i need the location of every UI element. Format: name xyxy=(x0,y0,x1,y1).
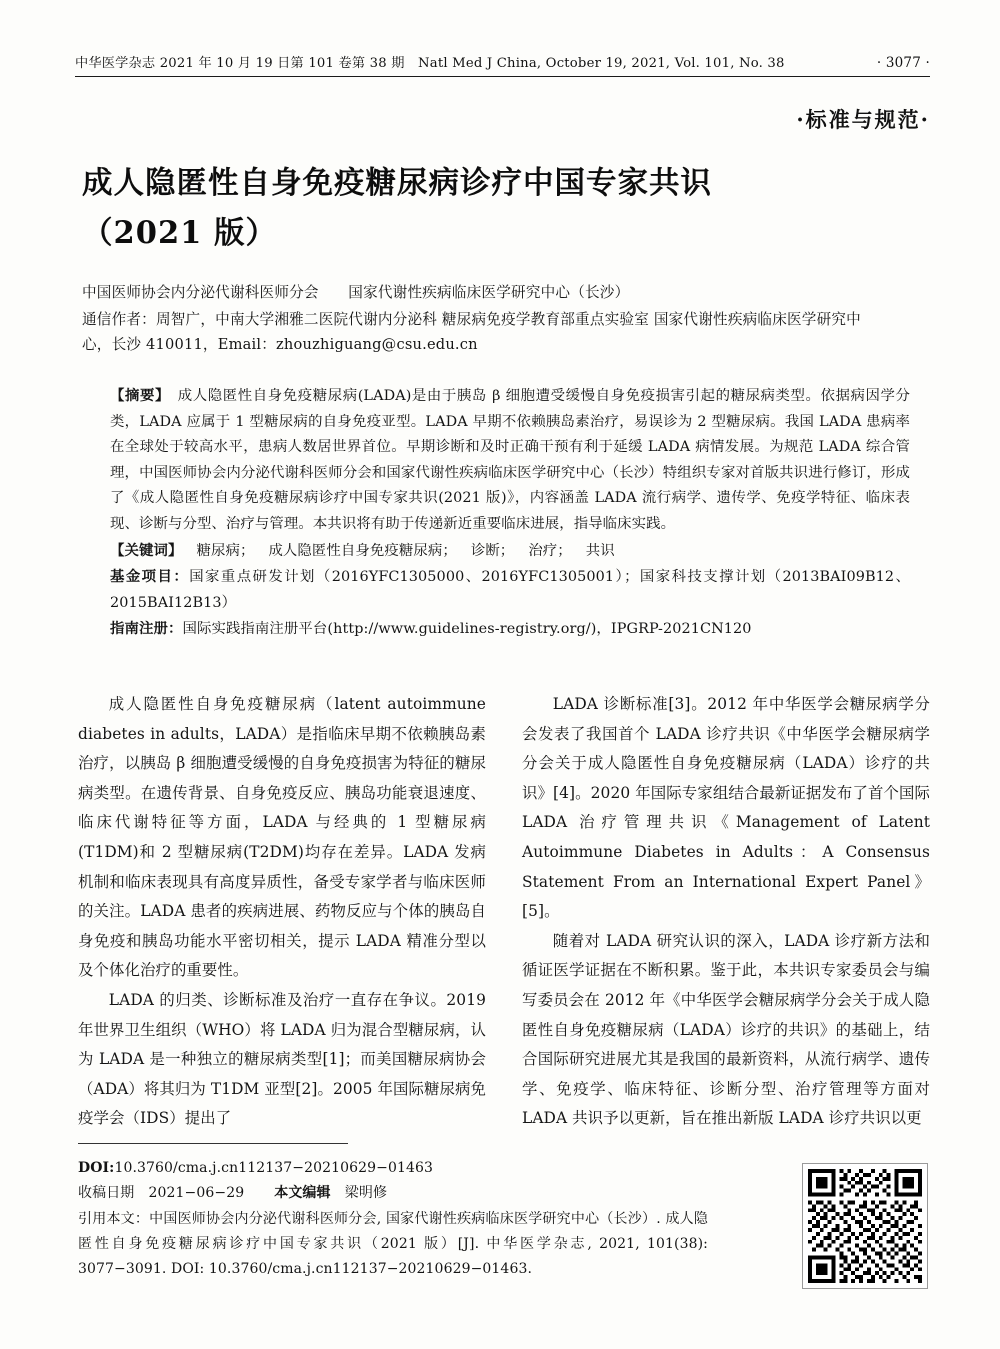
abstract-paragraph xyxy=(110,383,910,538)
page-number: · 3077 · xyxy=(876,55,930,71)
editor-label: 本文编辑 xyxy=(274,1185,331,1201)
body-paragraph: 成人隐匿性自身免疫糖尿病（latent autoimmune diabetes in adults，LADA）是指临床早期不依赖胰岛素治疗，以胰岛 β 细胞遭受缓慢的自身免疫损害为特征的糖尿病类型。在遗传背景、自身免疫反应、胰岛功能衰退速度、临床代谢特征等方面，LADA 与经典的 1 型糖尿病(T1DM)和 2 型糖尿病(T2DM)均存在差异。LADA 发病机制和临床表现具有高度异质性，备受专家学者与临床医师的关注。LADA 患者的疾病进展、药物反应与个体的胰岛自身免疫和胰岛功能水平密切相关，提示 LADA 精准分型以及个体化治疗的重要性。 xyxy=(78,695,486,980)
page-title: 成人隐匿性自身免疫糖尿病诊疗中国专家共识（2021 版） xyxy=(82,165,712,251)
keyword-item: 糖尿病； xyxy=(196,542,255,559)
abstract-label: 【摘要】 xyxy=(110,387,163,404)
registration-label: 指南注册： xyxy=(110,620,183,638)
doi-line xyxy=(78,1156,708,1181)
header-divider xyxy=(75,76,930,77)
body-paragraph: 随着对 LADA 研究认识的深入，LADA 诊疗新方法和循证医学证据在不断积累。鉴于此，本共识专家委员会与编写委员会在 2012 年《中华医学会糖尿病学分会关于成人隐匿性自身免疫糖尿病（LADA）诊疗的共识》的基础上，结合国际研究进展尤其是我国的最新资料，从流行病学、遗传学、免疫学、临床特征、诊断分型、治疗管理等方面对 LADA 共识予以更新，旨在推出新版 LADA 诊疗共识以更 xyxy=(522,931,930,1128)
running-head-left: 中华医学杂志 2021 年 10 月 19 日第 101 卷第 38 期 Natl Med J China, October 19, 2021, Vol. 101, No. 38 xyxy=(75,56,785,71)
keyword-item: 共识 xyxy=(585,542,615,559)
article-category: ·标准与规范· xyxy=(796,107,930,132)
citation-text: 中国医师协会内分泌代谢科医师分会, 国家代谢性疾病临床医学研究中心（长沙）. 成人隐匿性自身免疫糖尿病诊疗中国专家共识（2021 版）[J]. 中华医学杂志, 2021, 101(38): 3077−3091. DOI: 10.3760/cma.j.cn112137−20210629−01463. xyxy=(78,1211,708,1277)
keyword-item: 诊断； xyxy=(470,542,515,559)
abstract-text: 成人隐匿性自身免疫糖尿病(LADA)是由于胰岛 β 细胞遭受缓慢自身免疫损害引起的糖尿病类型。依据病因学分类，LADA 应属于 1 型糖尿病的自身免疫亚型。LADA 早期不依赖胰岛素治疗，易误诊为 2 型糖尿病。我国 LADA 患病率在全球处于较高水平，患病人数居世界首位。早期诊断和及时正确干预有利于延缓 LADA 病情发展。为规范 LADA 综合管理，中国医师协会内分泌代谢科医师分会和国家代谢性疾病临床医学研究中心（长沙）特组织专家对首版共识进行修订，形成了《成人隐匿性自身免疫糖尿病诊疗中国专家共识(2021 版)》，内容涵盖 LADA 流行病学、遗传学、免疫学特征、临床表现、诊断与分型、治疗与管理。本共识将有助于传递新近重要临床进展，指导临床实践。 xyxy=(110,388,910,532)
footer-block xyxy=(78,1156,708,1282)
registration-line xyxy=(110,616,910,643)
funding-line xyxy=(110,564,910,616)
footer-divider xyxy=(78,1143,348,1144)
doi-label: DOI: xyxy=(78,1160,115,1176)
keyword-item: 治疗； xyxy=(528,542,572,559)
keywords-label: 【关键词】 xyxy=(110,541,183,559)
citation-line xyxy=(78,1207,708,1282)
registration-text: 国际实践指南注册平台(http://www.guidelines-registry.org/)，IPGRP-2021CN120 xyxy=(182,621,752,638)
column-left xyxy=(78,690,486,1134)
received-line xyxy=(78,1181,708,1206)
received-value: 2021−06−29 xyxy=(148,1185,245,1201)
qr-code-icon xyxy=(808,1169,922,1283)
body-paragraph: LADA 诊断标准[3]。2012 年中华医学会糖尿病学分会发表了我国首个 LADA 诊疗共识《中华医学会糖尿病学分会关于成人隐匿性自身免疫糖尿病（LADA）诊疗的共识》[4]。2020 年国际专家组结合最新证据发布了首个国际 LADA 治疗管理共识《Management of Latent Autoimmune Diabetes in Adults：A Consensus Statement From an International Expert Panel》[5]。 xyxy=(522,695,930,921)
running-head xyxy=(75,52,930,71)
editor-value: 梁明修 xyxy=(344,1185,388,1201)
column-right xyxy=(522,690,930,1134)
qr-code[interactable] xyxy=(802,1163,928,1289)
abstract-block xyxy=(110,383,910,643)
body-paragraph: LADA 的归类、诊断标准及治疗一直存在争议。2019 年世界卫生组织（WHO）将 LADA 归为混合型糖尿病，认为 LADA 是一种独立的糖尿病类型[1]；而美国糖尿病协会（ADA）将其归为 T1DM 亚型[2]。2005 年国际糖尿病免疫学会（IDS）提出了 xyxy=(78,990,486,1128)
author-organizations: 中国医师协会内分泌代谢科医师分会 国家代谢性疾病临床医学研究中心（长沙） xyxy=(82,284,630,301)
doi-value: 10.3760/cma.j.cn112137−20210629−01463 xyxy=(114,1160,434,1176)
citation-label: 引用本文： xyxy=(78,1211,150,1227)
author-block xyxy=(82,280,872,357)
body-columns xyxy=(78,690,930,1134)
corresponding-author: 通信作者：周智广，中南大学湘雅二医院代谢内分泌科 糖尿病免疫学教育部重点实验室 国家代谢性疾病临床医学研究中心，长沙 410011，Email：zhouzhiguang@csu.edu.cn xyxy=(82,311,861,353)
funding-label: 基金项目： xyxy=(110,568,190,586)
funding-text: 国家重点研发计划（2016YFC1305000、2016YFC1305001）；国家科技支撑计划（2013BAI09B12、2015BAI12B13） xyxy=(110,569,910,611)
keywords-line xyxy=(110,538,910,565)
received-label: 收稿日期 xyxy=(78,1185,135,1201)
keyword-item: 成人隐匿性自身免疫糖尿病； xyxy=(268,542,457,559)
